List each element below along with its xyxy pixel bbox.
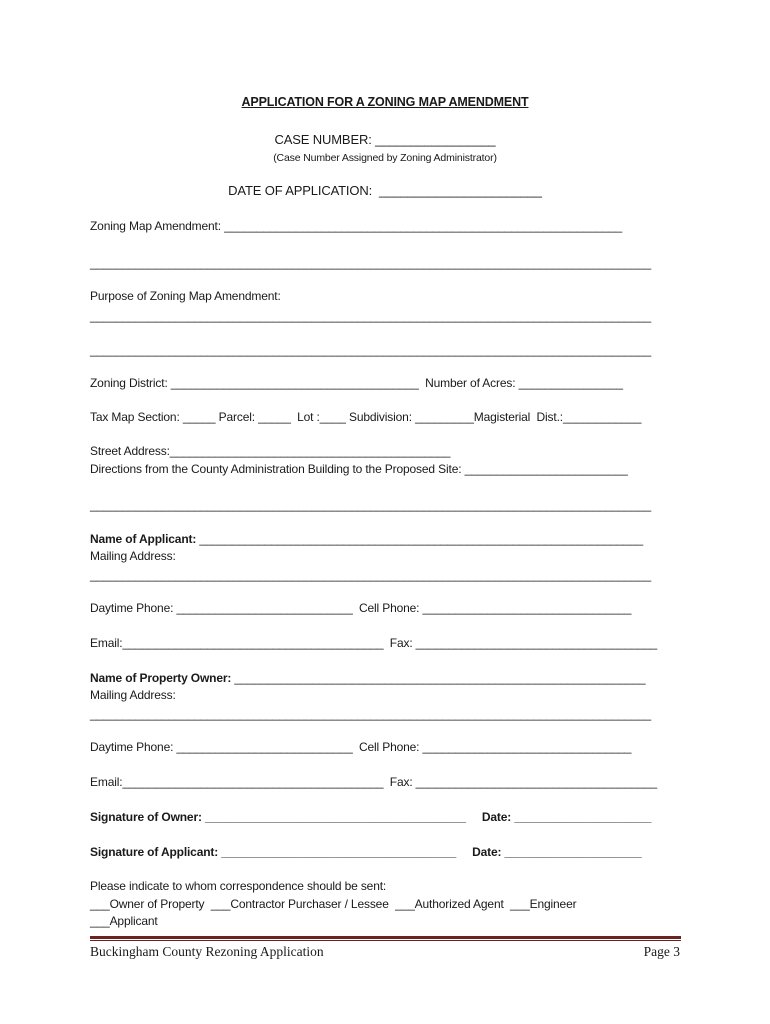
case-number-field[interactable]: CASE NUMBER: _________________ <box>274 132 496 147</box>
tax-map-row[interactable]: Tax Map Section: _____ Parcel: _____ Lot :____ Subdivision: _________Magisterial Dist.:____________ <box>90 410 642 424</box>
applicant-mailing-label: Mailing Address: <box>90 549 176 563</box>
owner-email-fax-row[interactable]: Email:________________________________________ Fax: _____________________________________ <box>90 775 658 789</box>
date-of-application-field[interactable]: DATE OF APPLICATION: _______________________ <box>228 183 542 198</box>
applicant-name-line[interactable]: ____________________________________________________________________ <box>196 532 644 546</box>
applicant-mailing-line[interactable]: ______________________________________________________________________________________ <box>90 568 652 582</box>
purpose-line[interactable]: ______________________________________________________________________________________ <box>90 343 652 357</box>
zoning-map-amendment-field[interactable]: Zoning Map Amendment: _____________________________________________________________ <box>90 219 623 233</box>
purpose-label: Purpose of Zoning Map Amendment: <box>90 289 281 303</box>
street-address-field[interactable]: Street Address:___________________________________________ <box>90 444 451 458</box>
footer-rule <box>90 936 681 939</box>
applicant-email-fax-row[interactable]: Email:________________________________________ Fax: _____________________________________ <box>90 636 658 650</box>
footer-title: Buckingham County Rezoning Application <box>90 944 324 959</box>
footer-rule-thin <box>90 940 681 941</box>
applicant-signature-row[interactable]: Signature of Applicant: ____________________________________ Date: _____________________ <box>90 845 642 859</box>
owner-mailing-line[interactable]: ______________________________________________________________________________________ <box>90 707 652 721</box>
correspondence-options[interactable]: ___Owner of Property ___Contractor Purchaser / Lessee ___Authorized Agent ___Engineer <box>90 897 577 911</box>
correspondence-applicant-option[interactable]: ___Applicant <box>90 914 158 928</box>
blank-line[interactable]: ______________________________________________________________________________________ <box>90 256 652 270</box>
applicant-name-label: Name of Applicant: <box>90 532 197 546</box>
owner-signature-row[interactable]: Signature of Owner: ________________________________________ Date: _____________________ <box>90 810 652 824</box>
owner-name-label: Name of Property Owner: <box>90 671 232 685</box>
owner-mailing-label: Mailing Address: <box>90 688 176 702</box>
directions-field[interactable]: Directions from the County Administration Building to the Proposed Site: _________________________ <box>90 462 628 476</box>
applicant-phone-row[interactable]: Daytime Phone: ___________________________ Cell Phone: ________________________________ <box>90 601 632 615</box>
purpose-line[interactable]: ______________________________________________________________________________________ <box>90 309 652 323</box>
page-number: Page 3 <box>643 944 680 959</box>
page-title: APPLICATION FOR A ZONING MAP AMENDMENT <box>241 95 529 109</box>
zoning-district-acres-row[interactable]: Zoning District: ______________________________________ Number of Acres: ________________ <box>90 376 623 390</box>
case-number-note: (Case Number Assigned by Zoning Administrator) <box>273 152 497 164</box>
correspondence-prompt: Please indicate to whom correspondence should be sent: <box>90 879 387 893</box>
owner-phone-row[interactable]: Daytime Phone: ___________________________ Cell Phone: ________________________________ <box>90 740 632 754</box>
owner-name-line[interactable]: _______________________________________________________________ <box>231 671 646 685</box>
blank-line[interactable]: ______________________________________________________________________________________ <box>90 498 652 512</box>
applicant-name-row[interactable] <box>90 532 643 547</box>
owner-name-row[interactable] <box>90 671 645 686</box>
